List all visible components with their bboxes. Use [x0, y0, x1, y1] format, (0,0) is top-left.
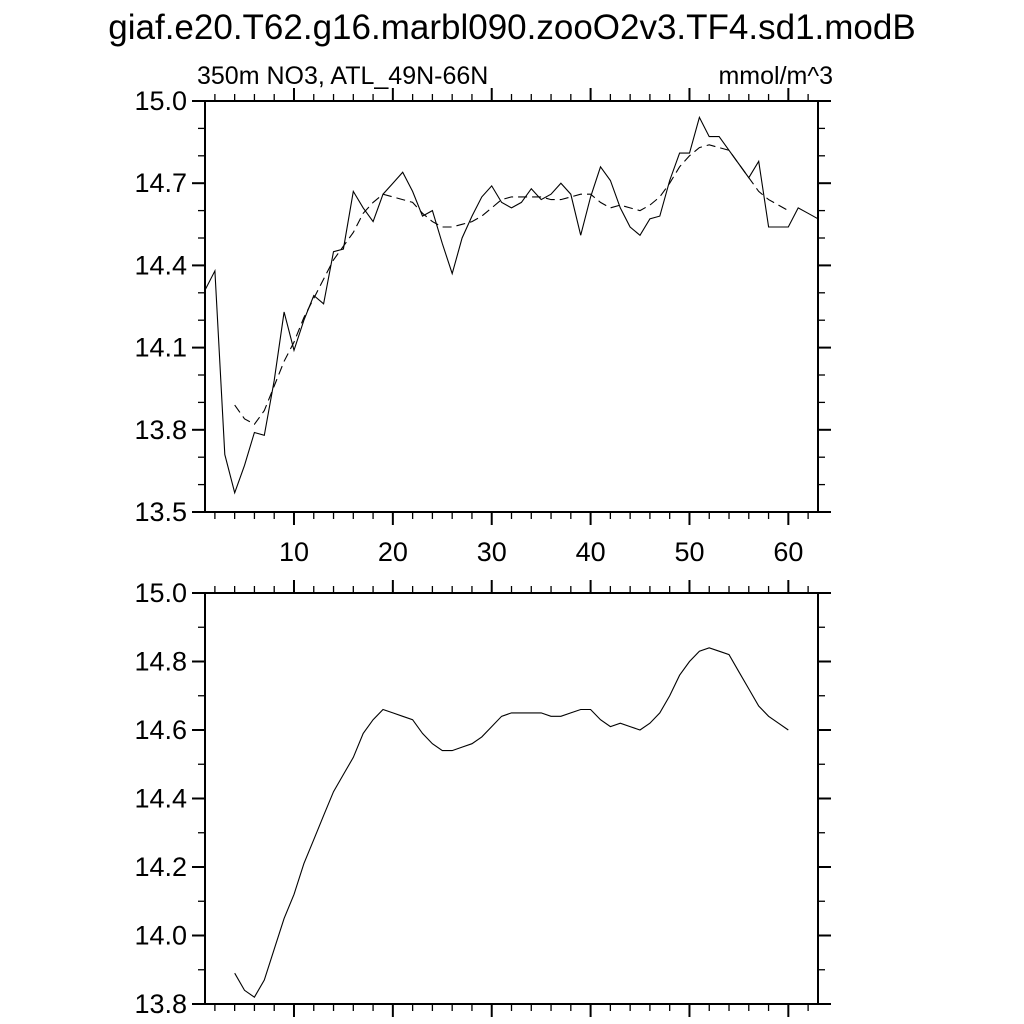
bottom-axis-labels: [134, 578, 187, 1019]
top-x-tick-label: 50: [674, 537, 705, 567]
bottom-y-tick-label: 14.6: [134, 715, 187, 745]
top-x-tick-label: 60: [773, 537, 804, 567]
bottom-y-tick-label: 14.4: [134, 783, 187, 814]
top-x-tick-label: 10: [278, 537, 310, 567]
bottom-chart: [134, 578, 831, 1019]
top-axis-ticks: [192, 88, 831, 525]
bottom-y-tick-label: 14.8: [134, 646, 187, 677]
top-y-tick-label: 14.1: [134, 332, 187, 363]
top-chart: [134, 86, 831, 567]
top-x-tick-label: 40: [575, 537, 606, 567]
top-y-tick-label: 14.4: [134, 250, 187, 281]
top-axis-labels: [134, 86, 803, 567]
top-chart-units-label: mmol/m^3: [718, 62, 833, 90]
bottom-y-tick-label: 13.8: [134, 989, 187, 1019]
top-x-tick-label: 30: [476, 537, 507, 567]
top-y-tick-label: 13.5: [134, 497, 187, 527]
bottom-y-tick-label: 14.0: [134, 920, 187, 951]
top-series-smoothed-line: [235, 145, 789, 425]
top-y-tick-label: 13.8: [134, 414, 187, 445]
top-y-tick-label: 15.0: [134, 86, 187, 116]
bottom-series-smoothed-line: [235, 648, 789, 997]
top-y-tick-label: 14.7: [134, 168, 187, 199]
top-x-tick-label: 20: [377, 537, 408, 567]
bottom-y-tick-label: 15.0: [134, 578, 187, 608]
top-series-annual-line: [205, 117, 818, 492]
top-plot-box: [205, 101, 818, 512]
bottom-plot-box: [205, 593, 818, 1004]
bottom-axis-ticks: [192, 580, 831, 1017]
main-title: giaf.e20.T62.g16.marbl090.zooO2v3.TF4.sd1.modB: [108, 8, 916, 47]
bottom-y-tick-label: 14.2: [134, 852, 187, 882]
top-chart-title-left: 350m NO3, ATL_49N-66N: [197, 62, 489, 90]
